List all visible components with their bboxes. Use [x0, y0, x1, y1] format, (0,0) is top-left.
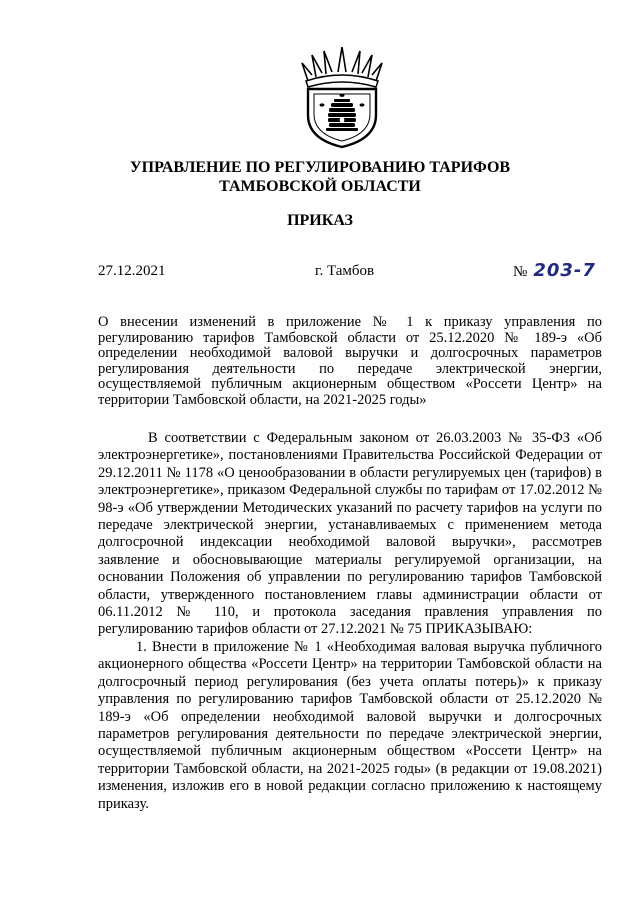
document-city: г. Тамбов — [315, 263, 375, 279]
document-date: 27.12.2021 — [98, 263, 166, 279]
tambov-coat-of-arms-emblem — [298, 47, 386, 149]
organization-name — [100, 158, 540, 196]
document-subject: О внесении изменений в приложение № 1 к приказу управления по регулированию тарифов Тамбовской области от 25.12.2020 № 189-э «Об определении необходимой валовой выручки и долгосрочных параметров регулирования деятельности по передаче электрической энергии, осуществляемой публичным акционерным обществом «Россети Центр» на территории Тамбовской области, на 2021-2025 годы» — [98, 314, 602, 408]
organization-name-line-2: ТАМБОВСКОЙ ОБЛАСТИ — [219, 178, 421, 195]
organization-name-line-1: УПРАВЛЕНИЕ ПО РЕГУЛИРОВАНИЮ ТАРИФОВ — [129, 159, 511, 176]
body-paragraph-item-1: 1. Внести в приложение № 1 «Необходимая валовая выручка публичного акционерного общества «Россети Центр» на территории Тамбовской области на долгосрочный период регулирования (без учета оплаты потерь)» к приказу управления по регулированию тарифов Тамбовской области от 25.12.2020 № 189-э «Об определении необходимой валовой выручки и долгосрочных параметров регулирования деятельности по передаче электрической энергии, осуществляемой публичным акционерным обществом «Россети Центр» на территории Тамбовской области, на 2021-2025 годы» (в редакции от 19.08.2021) изменения, изложив его в новой редакции согласно приложению к настоящему приказу. — [98, 638, 602, 812]
document-number-prefix: № — [513, 264, 528, 280]
document-body — [98, 430, 602, 813]
document-type-title: ПРИКАЗ — [287, 212, 353, 229]
document-number — [513, 260, 596, 281]
document-number-handwritten: 203-7 — [533, 260, 596, 281]
body-paragraph-preamble: В соответствии с Федеральным законом от 26.03.2003 № 35-ФЗ «Об электроэнергетике», постановлениями Правительства Российской Федерации от 29.12.2011 № 1178 «О ценообразовании в области регулируемых цен (тарифов) в электроэнергетике», приказом Федеральной службы по тарифам от 17.02.2012 № 98-э «Об утверждении Методических указаний по расчету тарифов на услуги по передаче электрической энергии, устанавливаемых с применением метода долгосрочной индексации необходимой валовой выручки», рассмотрев заявление и обосновывающие материалы регулируемой организации, на основании Положения об управлении по регулированию тарифов Тамбовской области, утвержденного постановлением главы администрации области от 06.11.2012 № 110, и протокола заседания правления управления по регулированию тарифов области от 27.12.2021 № 75 ПРИКАЗЫВАЮ: — [98, 430, 602, 638]
